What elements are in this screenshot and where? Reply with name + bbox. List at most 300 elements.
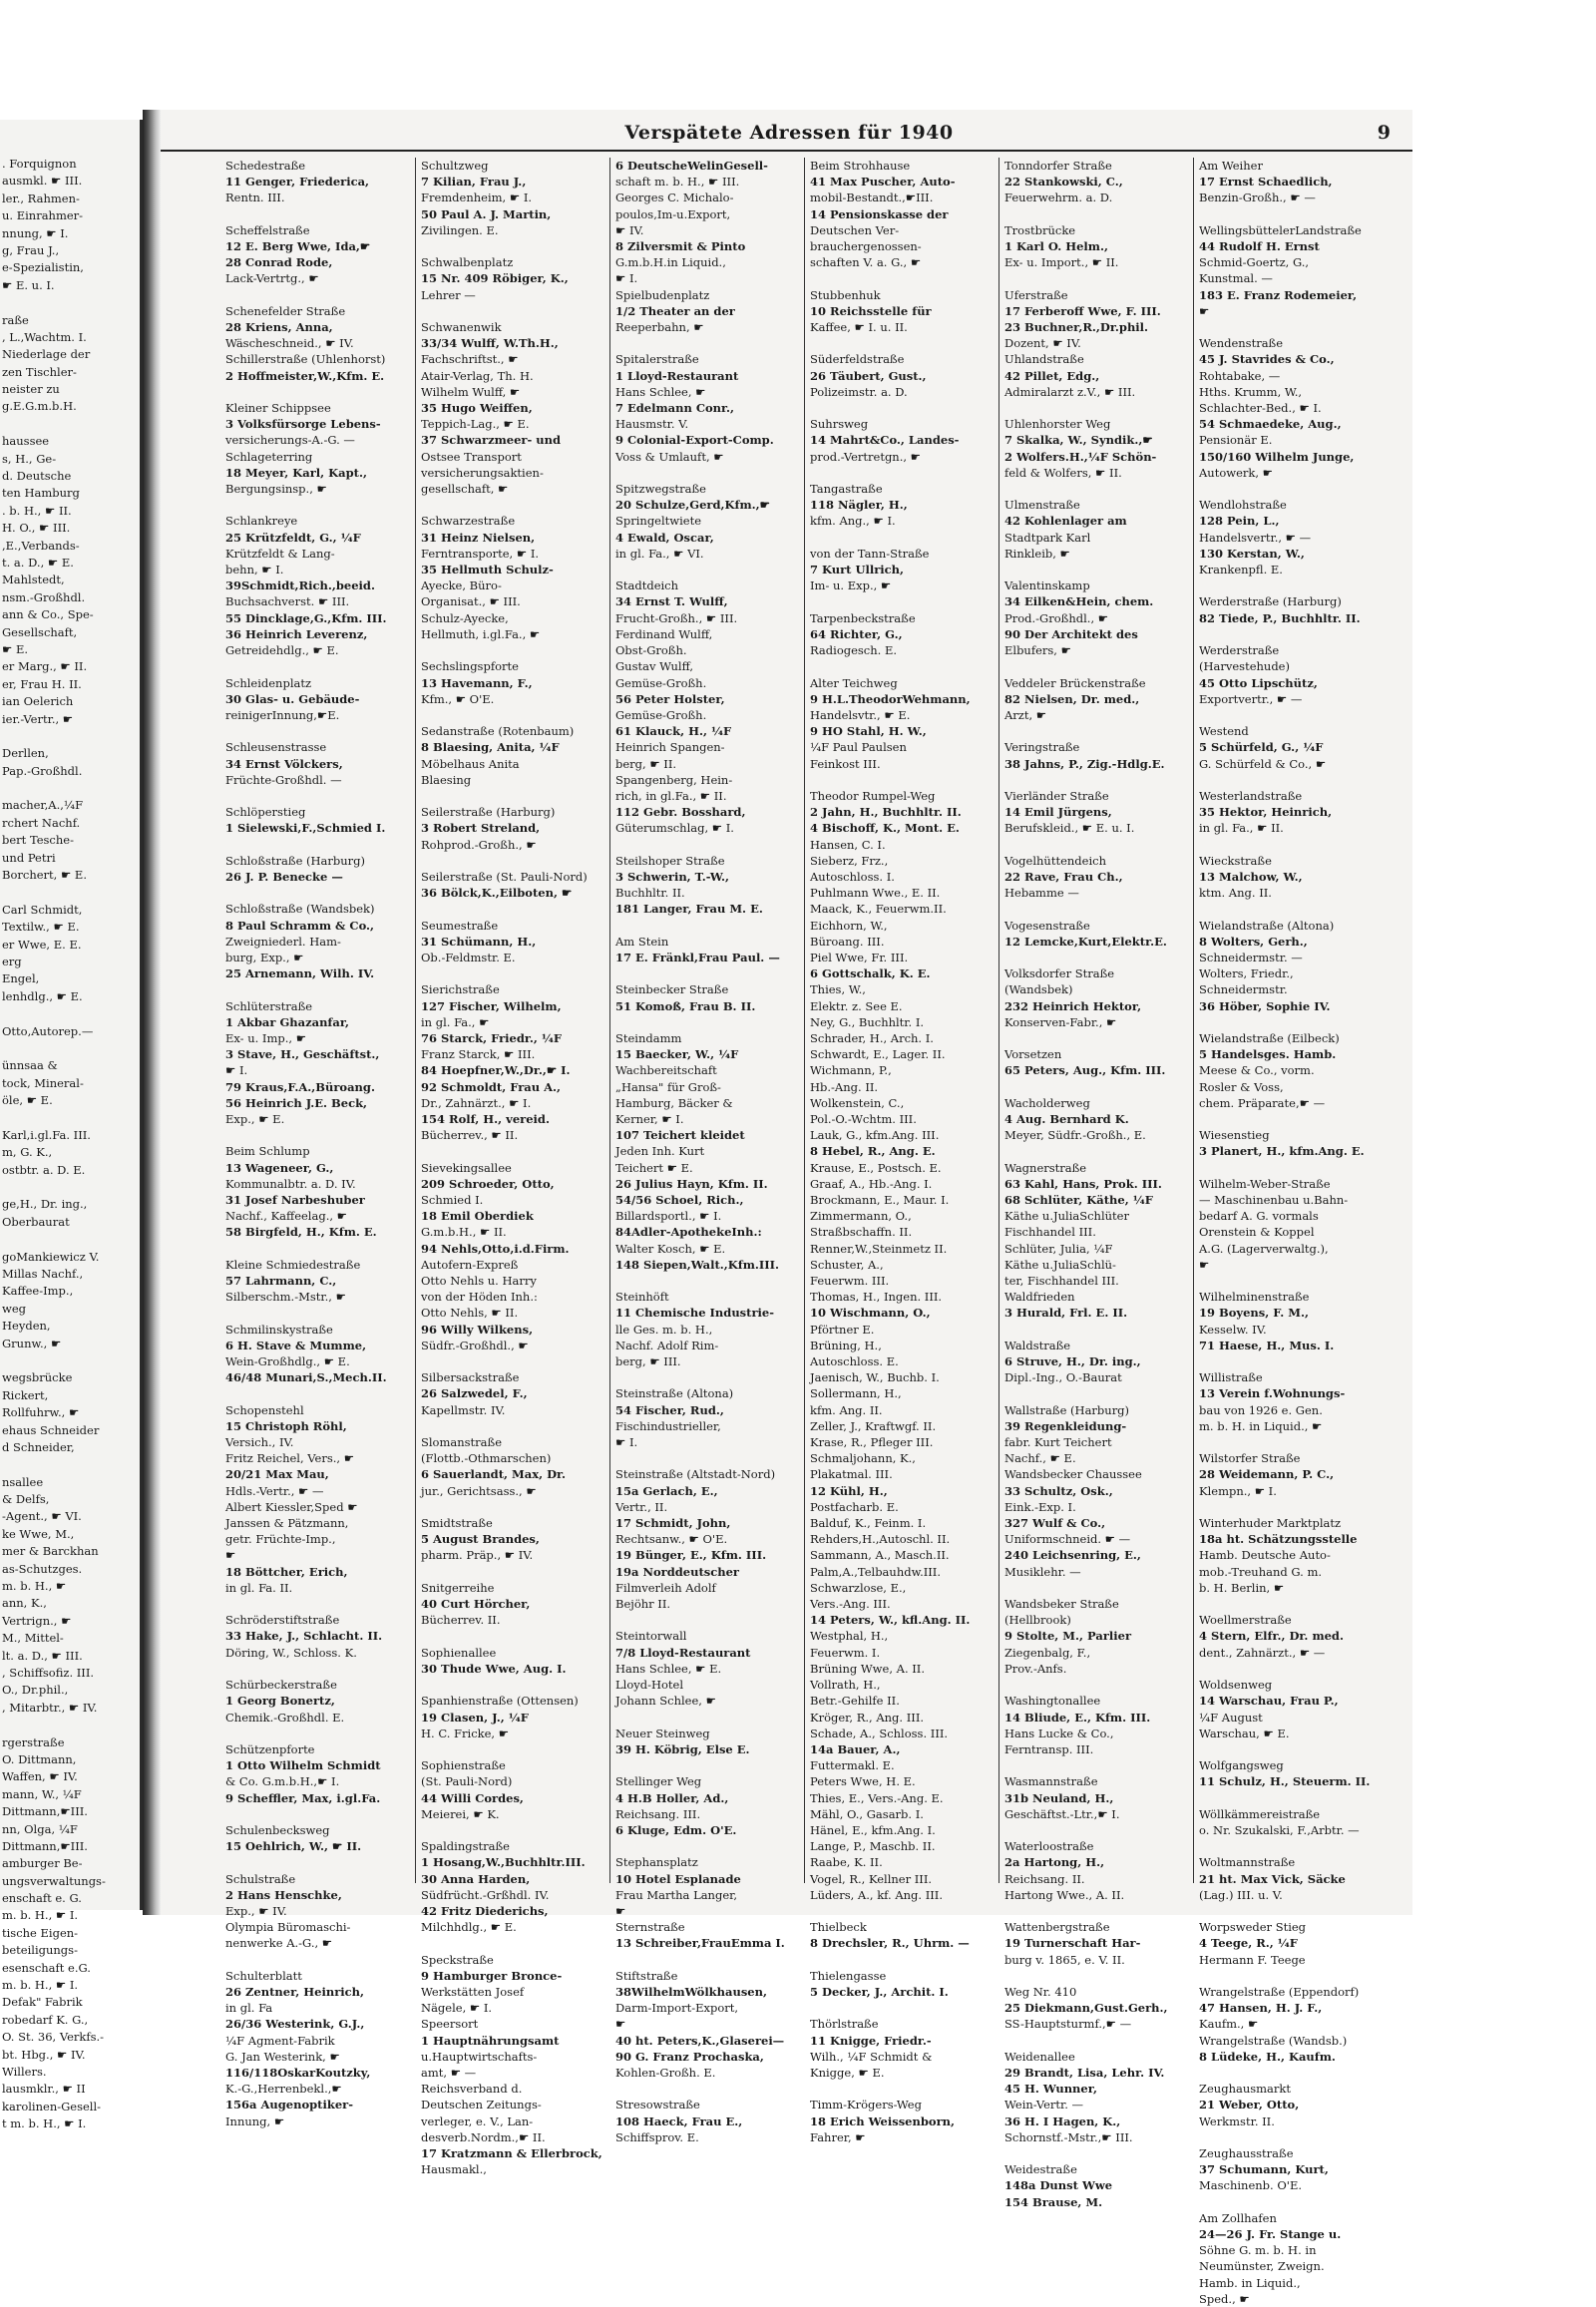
directory-line [225,1952,411,1968]
left-page-line: g, Frau J., [2,242,60,257]
directory-line: Thielengasse [810,1968,887,1983]
directory-line [421,303,605,319]
directory-line: 34 Ernst Völckers, [225,756,343,771]
directory-line: 7 Kurt Ullrich, [810,563,905,577]
directory-line: Wattenbergstraße [1004,1920,1110,1935]
directory-line: Plakatmal. III. [810,1467,893,1482]
directory-line: 38 Jahns, P., Zig.-Hdlg.E. [1004,756,1165,771]
directory-line: 12 E. Berg Wwe, Ida,☛ [225,239,371,254]
directory-line: Snitgerreihe [421,1580,495,1595]
directory-line: Schlüter, Julia, ¼F [1004,1241,1113,1256]
directory-line: 15 Baecker, W., ¼F [615,1047,739,1062]
directory-line: Tangastraße [810,482,883,497]
directory-line: Rehders,H.,Autoschl. II. [810,1532,951,1547]
directory-line: schaft m. b. H., ☛ III. [615,175,740,190]
directory-line: Ostsee Transport [421,449,522,464]
directory-line [225,1241,411,1257]
directory-line: poulos,Im-u.Export, [615,206,731,221]
directory-line: bedarf A. G. vormals [1199,1209,1319,1224]
directory-line: (Hellbrook) [1004,1613,1071,1628]
directory-line [421,1628,605,1644]
left-page-line: t. a. D., ☛ E. [2,555,74,570]
directory-line: 128 Pein, L., [1199,514,1280,529]
directory-line: 11 Genger, Friederica, [225,175,370,190]
directory-line: 6 Kluge, Edm. O'E. [615,1822,737,1837]
left-page-line [2,416,140,433]
directory-line: Wendenstraße [1199,336,1284,351]
directory-line: Schiffsprov. E. [615,2129,699,2144]
directory-line [421,1741,605,1757]
directory-line: Gemüse-Großh. [615,675,707,690]
directory-line: Willistraße [1199,1370,1263,1385]
directory-line: Hans Schlee, ☛ [615,384,706,399]
directory-line [1199,1014,1384,1030]
directory-line: 181 Langer, Frau M. E. [615,902,763,917]
directory-line: Deutschen Zeitungs- [421,2098,542,2113]
directory-line: 2 Hans Henschke, [225,1887,342,1902]
directory-line: 30 Anna Harden, [421,1871,531,1886]
directory-line: 1 Sielewski,F.,Schmied I. [225,821,386,836]
directory-line: 148a Dunst Wwe [1004,2178,1113,2193]
directory-line: ☛ [615,2017,626,2032]
directory-line: 18 Meyer, Karl, Kapt., [225,465,367,480]
directory-line: Wein-Vertr. — [1004,2098,1084,2113]
directory-line: 44 Willi Cordes, [421,1790,524,1805]
directory-line: 3 Planert, H., kfm.Ang. E. [1199,1144,1365,1159]
directory-line [615,2081,800,2097]
directory-line: Futtermakl. E. [810,1758,895,1773]
directory-line: 39 H. Köbrig, Else E. [615,1741,750,1756]
directory-line: 10 Reichsstelle für [810,303,932,318]
directory-line: Wichmann, P., [810,1063,892,1078]
directory-line: 13 Wageneer, G., [225,1160,334,1175]
directory-line: 17 Ferberoff Wwe, F. III. [1004,303,1161,318]
directory-line [1199,772,1384,788]
left-page-line: H. O., ☛ III. [2,521,71,536]
left-page-line: nn, Olga, ¼F [2,1821,78,1836]
directory-line: Hb.-Ang. II. [810,1079,879,1094]
directory-line: Schillerstraße (Uhlenhorst) [225,352,386,367]
directory-line: Suhrsweg [810,417,869,432]
directory-line: 14 Peters, W., kfl.Ang. II. [810,1613,971,1628]
directory-line: Wandsbecker Chaussee [1004,1467,1142,1482]
directory-line: u.Hauptwirtschafts- [421,2049,538,2064]
directory-line: Krankenpfl. E. [1199,563,1283,577]
column-5 [998,158,1193,2209]
directory-line: 8 Drechsler, R., Uhrm. — [810,1936,970,1951]
directory-line: burg v. 1865, e. V. II. [1004,1952,1125,1967]
directory-line: Betr.-Gehilfe II. [810,1694,900,1709]
directory-line: Eichhorn, W., [810,918,888,933]
directory-line: 42 Fritz Diederichs, [421,1903,549,1918]
directory-line: Uhlandstraße [1004,352,1084,367]
left-page-line: ☛ E. u. I. [2,277,55,292]
left-page-line: e-Spezialistin, [2,260,84,275]
left-page-line: ian Oelerich [2,694,74,709]
directory-line: jur., Gerichtsass., ☛ [421,1483,537,1498]
directory-line: 107 Teichert kleidet [615,1128,745,1143]
directory-line: 35 Hektor, Heinrich, [1199,805,1333,820]
directory-line: Schenefelder Straße [225,303,346,318]
directory-line: Reeperbahn, ☛ [615,320,704,335]
page-number: 9 [1377,122,1391,144]
directory-line: Steinstraße (Altona) [615,1386,734,1401]
directory-line: 154 Rolf, H., vereid. [421,1111,550,1126]
directory-line: 92 Schmoldt, Frau A., [421,1079,562,1094]
directory-line: Schmilinskystraße [225,1322,333,1337]
directory-line: 17 Schmidt, John, [615,1516,731,1531]
directory-line: 13 Schreiber,FrauEmma I. [615,1936,785,1951]
directory-line: Ferntransporte, ☛ I. [421,546,540,561]
left-page-line: . b. H., ☛ II. [2,503,72,518]
directory-line: 26/36 Westerink, G.J., [225,2017,365,2032]
directory-line: Handelsvtr., ☛ E. [810,707,911,722]
directory-line [1004,1903,1189,1919]
directory-line: Balduf, K., Feinm. I. [810,1516,927,1531]
directory-line [615,1369,800,1385]
directory-line: Lloyd-Hotel [615,1678,684,1693]
directory-line: Obst-Großh. [615,643,687,658]
left-page-line: ten Hamburg [2,486,80,501]
directory-line: Kleine Schmiedestraße [225,1257,361,1272]
directory-line [1004,901,1189,917]
directory-line: Hans Lucke & Co., [1004,1726,1114,1740]
directory-line: Trostbrücke [1004,222,1076,237]
directory-line [225,885,411,901]
left-page-line: Derllen, [2,746,49,761]
directory-line: 4 Teege, R., ¼F [1199,1936,1298,1951]
left-page-line: Karl,i.gl.Fa. III. [2,1127,91,1142]
directory-line [1199,1838,1384,1854]
directory-line: 11 Chemische Industrie- [615,1306,774,1321]
directory-line [615,837,800,853]
directory-line: 36 H. I Hagen, K., [1004,2114,1121,2128]
directory-line: 33 Schultz, Osk., [1004,1483,1113,1498]
directory-line: 33 Hake, J., Schlacht. II. [225,1629,383,1644]
directory-line: 36 Höber, Sophie IV. [1199,998,1331,1013]
left-page-line: Dittmann,☛III. [2,1804,88,1819]
directory-line: Süderfeldstraße [810,352,905,367]
directory-line: Wäscheschneid., ☛ IV. [225,336,354,351]
left-page-line [2,294,140,311]
directory-line: Autoschloss. E. [810,1354,899,1369]
directory-line: Johann Schlee, ☛ [615,1694,716,1709]
directory-line [810,270,995,286]
directory-line: b. H. Berlin, ☛ [1199,1580,1285,1595]
directory-line: Geschäftst.-Ltr.,☛ I. [1004,1806,1120,1821]
directory-line: Worpsweder Stieg [1199,1920,1307,1935]
directory-line: Kohlen-Großh. E. [615,2065,716,2080]
directory-line: 15a Gerlach, E., [615,1483,718,1498]
left-page-line: M., Mittel- [2,1631,64,1646]
directory-line: Schwalbenplatz [421,255,514,270]
directory-line: Reichsang. III. [615,1806,701,1821]
directory-line [1199,481,1384,497]
directory-line [421,1353,605,1369]
directory-line [1004,2033,1189,2049]
directory-line: 3 Hurald, Frl. E. II. [1004,1306,1128,1321]
directory-line: Raabe, K. II. [810,1855,883,1870]
directory-line: 68 Schlüter, Käthe, ¼F [1004,1193,1153,1207]
directory-line: 9 H.L.TheodorWehmann, [810,691,971,706]
directory-line: Ex- u. Import., ☛ II. [1004,255,1119,270]
directory-line: Zivilingen. E. [421,222,499,237]
directory-line: Sophienallee [421,1645,497,1660]
directory-line: Vogelhüttendeich [1004,853,1106,868]
directory-line [421,1822,605,1838]
directory-line: Waterloostraße [1004,1839,1094,1854]
directory-line: Spanhienstraße (Ottensen) [421,1694,579,1709]
directory-line: Frucht-Großh., ☛ III. [615,610,738,625]
directory-line: 45 H. Wunner, [1004,2082,1097,2097]
left-page-line [2,1109,140,1126]
directory-line: 10 Wischmann, O., [810,1306,931,1321]
directory-line: 11 Schulz, H., Steuerm. II. [1199,1774,1371,1789]
left-page-line: Rollfuhrw., ☛ [2,1405,80,1420]
directory-line: Schneidermstr. — [1199,950,1303,964]
directory-line: Tarpenbeckstraße [810,610,916,625]
directory-line: Thomas, H., Ingen. III. [810,1290,943,1305]
directory-line [421,497,605,513]
directory-line: 19 Clasen, J., ¼F [421,1710,529,1725]
directory-line: kfm. Ang. II. [810,1402,883,1417]
directory-line: Wrangelstraße (Eppendorf) [1199,1984,1360,1999]
directory-line: 19 Bünger, E., Kfm. III. [615,1548,767,1563]
directory-line: 41 Max Puscher, Auto- [810,175,956,190]
directory-line: 30 Thude Wwe, Aug. I. [421,1661,567,1676]
directory-line: schaften V. a. G., ☛ [810,255,922,270]
directory-line [421,707,605,723]
directory-line: 71 Haese, H., Mus. I. [1199,1338,1335,1352]
directory-line: Exp., ☛ E. [225,1111,285,1126]
directory-line: Döring, W., Schloss. K. [225,1645,357,1660]
directory-line: Steinbecker Straße [615,982,729,997]
directory-line: Woldsenweg [1199,1678,1273,1693]
directory-line: Darm-Import-Export, [615,2001,739,2016]
directory-line: Westend [1199,724,1249,739]
directory-line: Stadtdeich [615,578,679,593]
directory-line: G.m.b.H., ☛ II. [421,1225,507,1240]
directory-line: Hamb. Deutsche Auto- [1199,1548,1331,1563]
directory-line: 127 Fischer, Wilhelm, [421,998,562,1013]
left-page-line: nsm.-Großhdl. [2,589,86,604]
directory-line: Ayecke, Büro- [421,578,502,593]
directory-line: Thies, E., Vers.-Ang. E. [810,1790,944,1805]
directory-line: 25 Arnemann, Wilh. IV. [225,966,375,981]
directory-line: Südfrücht.-Grßhdl. IV. [421,1887,550,1902]
directory-line: Schlankreye [225,514,298,529]
directory-line: 1 Hauptnährungsamt [421,2033,560,2048]
directory-line: Am Stein [615,934,669,949]
directory-line: Seilerstraße (St. Pauli-Nord) [421,869,588,884]
directory-line: Hamburg, Bäcker & [615,1095,733,1110]
directory-line: Schopenstehl [225,1402,304,1417]
column-1 [220,158,415,2128]
directory-line: 31 Schümann, H., [421,934,537,949]
directory-line: Werkmstr. II. [1199,2114,1275,2128]
directory-line: Beim Schlump [225,1144,310,1159]
directory-line: 8 Wolters, Gerh., [1199,934,1308,949]
directory-line: Mähl, O., Gasarb. I. [810,1806,924,1821]
directory-line: 327 Wulf & Co., [1004,1516,1106,1531]
directory-line: Speersort [421,2017,479,2032]
directory-line: Am Weiher [1199,159,1263,173]
directory-line [1004,1322,1189,1338]
directory-line: Reichsang. II. [1004,1871,1085,1886]
directory-line: Ferntransp. III. [1004,1741,1094,1756]
directory-line: 34 Ernst T. Wulff, [615,594,728,609]
directory-line: 79 Kraus,F.A.,Büroang. [225,1079,375,1094]
directory-line: Sedanstraße (Rotenbaum) [421,724,575,739]
directory-line: 6 Struve, H., Dr. ing., [1004,1354,1141,1369]
directory-line: ☛ [1199,303,1210,318]
directory-line: Ex- u. Imp., ☛ [225,1030,307,1045]
directory-line: Dipl.-Ing., O.-Baurat [1004,1370,1122,1385]
directory-line: 54/56 Schoel, Rich., [615,1193,744,1207]
directory-line: Spitzwegstraße [615,482,706,497]
left-page-line: d Schneider, [2,1439,75,1454]
left-page-line: d. Deutsche [2,469,72,484]
directory-line: 35 Hugo Weiffen, [421,401,533,416]
left-page-text [0,120,140,2133]
directory-line: 40 Curt Hörcher, [421,1597,531,1612]
directory-line: in gl. Fa [225,2001,273,2016]
directory-line: Wacholderweg [1004,1095,1090,1110]
left-page-line: ünnsaa & [2,1058,58,1073]
directory-line [615,1838,800,1854]
left-page-line: Niederlage der [2,347,91,362]
directory-line: Schulstraße [225,1871,296,1886]
directory-line: Bücherrev. II. [421,1613,501,1628]
directory-line: Weidestraße [1004,2162,1077,2177]
directory-line: 34 Eilken&Hein, chem. [1004,594,1154,609]
directory-line [1199,1661,1384,1677]
left-page-line: Kaffee-Imp., [2,1284,74,1299]
directory-line: Feuerwehrm. a. D. [1004,191,1113,205]
left-page-line: Rickert, [2,1387,49,1402]
left-page-line [2,1231,140,1248]
directory-line: 9 Colonial-Export-Comp. [615,433,774,448]
directory-line [1004,206,1189,222]
directory-line: Heinrich Spangen- [615,740,725,755]
directory-line: Wagnerstraße [1004,1160,1087,1175]
directory-line: 46/48 Munari,S.,Mech.II. [225,1370,387,1385]
directory-line: Hebamme — [1004,886,1079,901]
directory-line: Rentn. III. [225,191,285,205]
directory-line: Hausmakl., [421,2162,487,2177]
directory-line: 7/8 Lloyd-Restaurant [615,1645,751,1660]
directory-line: 18a ht. Schätzungsstelle [1199,1532,1358,1547]
directory-line: Hänel, E., kfm.Ang. I. [810,1822,936,1837]
directory-line: Getreidehdlg., ☛ E. [225,643,339,658]
left-page-line: lausmklr., ☛ II [2,2082,86,2097]
left-page-line: ier.-Vertr., ☛ [2,711,74,726]
directory-line: 31 Heinz Nielsen, [421,530,536,545]
directory-line: versicherungs-A.-G. — [225,433,355,448]
directory-line: 17 E. Fränkl,Frau Paul. — [615,950,780,964]
directory-line: 26 Täubert, Gust., [810,368,927,383]
directory-line: Zimmermann, O., [810,1209,912,1224]
directory-line [615,1014,800,1030]
directory-line: Schuster, A., [810,1257,884,1272]
directory-line: 31b Neuland, H., [1004,1790,1114,1805]
directory-line: 23 Buchner,R.,Dr.phil. [1004,320,1149,335]
directory-line: Bücherrev., ☛ II. [421,1128,519,1143]
directory-line: Piel Wwe, Fr. III. [810,950,909,964]
directory-line: Stubbenhuk [810,287,881,302]
directory-line [421,788,605,804]
directory-line: verleger, e. V., Lan- [421,2114,534,2128]
directory-line: Atair-Verlag, Th. H. [421,368,534,383]
directory-line: Theodor Rumpel-Weg [810,788,936,803]
directory-line: 118 Nägler, H., [810,498,908,513]
directory-line [1199,2065,1384,2081]
directory-line: Benzin-Großh., ☛ — [1199,191,1316,205]
directory-line [1004,1030,1189,1046]
directory-line [810,465,995,481]
directory-line [421,1677,605,1693]
directory-line: 28 Conrad Rode, [225,255,333,270]
directory-line: 82 Nielsen, Dr. med., [1004,691,1140,706]
left-page-line: ler., Rahmen- [2,191,80,205]
directory-line: Kapellmstr. IV. [421,1402,506,1417]
directory-line: Georges C. Michalo- [615,191,734,205]
directory-line: feld & Wolfers, ☛ II. [1004,465,1122,480]
directory-line: H. C. Fricke, ☛ [421,1726,510,1740]
directory-line: Maschinenb. O'E. [1199,2178,1302,2193]
directory-line: Steinstraße (Altstadt-Nord) [615,1467,776,1482]
directory-line: Bejöhr II. [615,1597,671,1612]
directory-line: in gl. Fa., ☛ VI. [615,546,704,561]
left-page-line: ☛ E. [2,641,29,656]
directory-line [810,772,995,788]
directory-line: 82 Tiede, P., Buchhltr. II. [1199,610,1361,625]
directory-line: Silbersackstraße [421,1370,520,1385]
directory-line: Chemik.-Großhdl. E. [225,1710,345,1725]
directory-line: Alter Teichweg [810,675,898,690]
directory-line [1199,901,1384,917]
left-page-line [2,884,140,901]
directory-line: ¼F Paul Paulsen [810,740,907,755]
directory-line [1199,1353,1384,1369]
directory-line: Postfacharb. E. [810,1499,899,1514]
left-page-line: goMankiewicz V. [2,1249,100,1264]
left-page-line: t m. b. H., ☛ I. [2,2116,87,2131]
directory-line: Schlageterring [225,449,313,464]
directory-line: Rosler & Voss, [1199,1079,1284,1094]
directory-page [161,110,1412,2306]
directory-line: 25 Diekmann,Gust.Gerh., [1004,2001,1168,2016]
directory-line: Versich., IV. [225,1435,294,1450]
directory-line: Sieberz, Frz., [810,853,889,868]
left-page-line: Waffen, ☛ IV. [2,1769,78,1784]
left-page-line [2,1005,140,1022]
directory-line: Schrader, H., Arch. I. [810,1030,934,1045]
directory-line: Jaenisch, W., Buchb. I. [810,1370,940,1385]
directory-line [1199,319,1384,335]
directory-line: 36 Heinrich Leverenz, [225,626,368,641]
directory-line: Ulmenstraße [1004,498,1080,513]
directory-line: 84Adler-ApothekeInh.: [615,1225,762,1240]
directory-line: Schornstf.-Mstr.,☛ III. [1004,2129,1133,2144]
directory-line: Söhne G. m. b. H. in [1199,2243,1317,2258]
directory-line: prod.-Vertretgn., ☛ [810,449,921,464]
left-page-line [2,1179,140,1196]
directory-line [421,1935,605,1951]
directory-line [615,965,800,981]
directory-line: Vollrath, H., [810,1678,881,1693]
directory-line: 5 Handelsges. Hamb. [1199,1047,1337,1062]
